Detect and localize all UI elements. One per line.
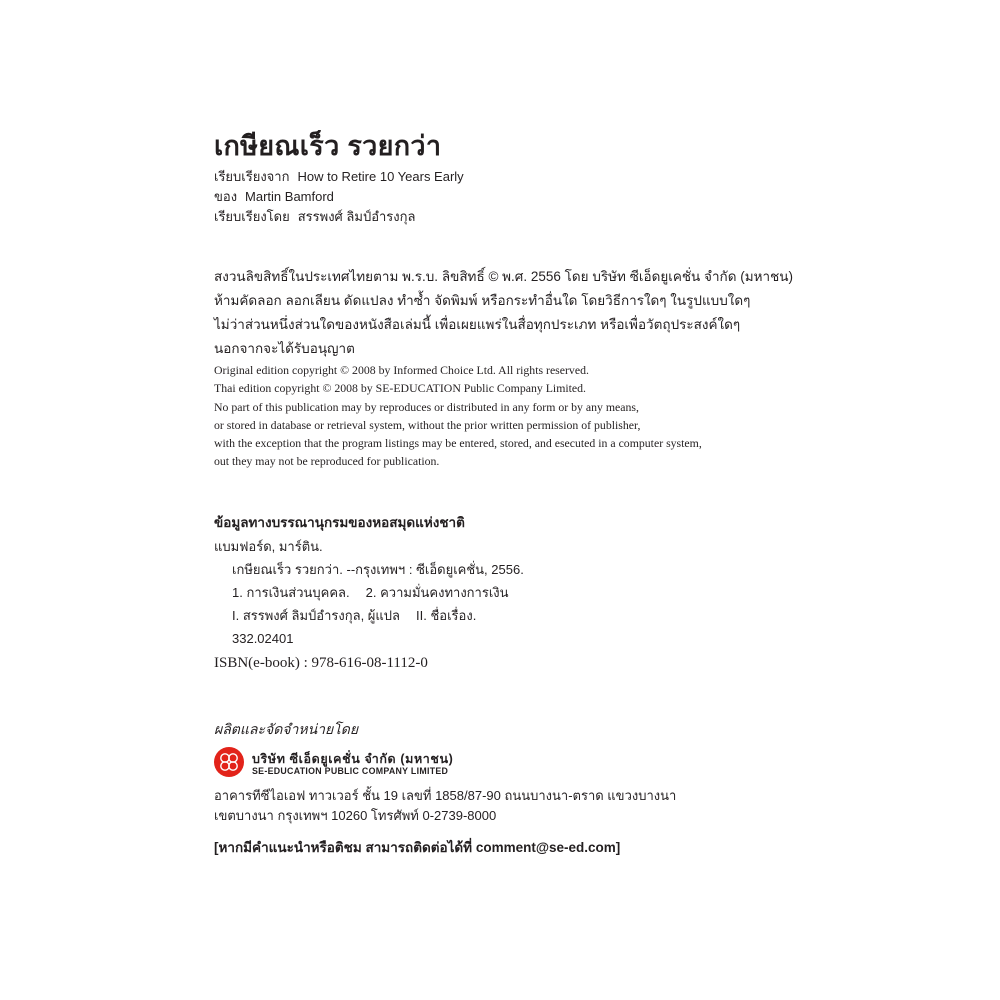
english-rights-line: or stored in database or retrieval system, without the prior written permission of publisher, xyxy=(214,417,641,432)
catalog-classification: 332.02401 xyxy=(232,631,294,646)
adapted-from-line xyxy=(214,167,464,186)
translator-label: เรียบเรียงโดย xyxy=(214,209,290,224)
publisher-name-thai: บริษัท ซีเอ็ดยูเคชั่น จำกัด (มหาชน) xyxy=(252,752,454,766)
original-title: How to Retire 10 Years Early xyxy=(297,169,464,184)
publisher-name-english: SE-EDUCATION PUBLIC COMPANY LIMITED xyxy=(252,766,449,776)
distributor-label: ผลิตและจัดจำหน่ายโดย xyxy=(214,721,359,737)
translator-name: สรรพงศ์ ลิมป์อำรงกุล xyxy=(297,209,416,224)
thai-rights-line: สงวนลิขสิทธิ์ในประเทศไทยตาม พ.ร.บ. ลิขสิทธิ์ © พ.ศ. 2556 โดย บริษัท ซีเอ็ดยูเคชั่น จำกัด (มหาชน) xyxy=(214,269,793,284)
publisher-address xyxy=(214,786,676,826)
contact-note: [หากมีคำแนะนำหรือติชม สามารถติดต่อได้ที่ comment@se-ed.com] xyxy=(214,840,621,855)
catalog-title: เกษียณเร็ว รวยกว่า. --กรุงเทพฯ : ซีเอ็ดยูเคชั่น, 2556. xyxy=(232,562,524,577)
adapted-from-label: เรียบเรียงจาก xyxy=(214,169,290,184)
thai-rights-line: นอกจากจะได้รับอนุญาต xyxy=(214,341,355,356)
catalog-entry xyxy=(214,535,524,650)
se-ed-logo-icon xyxy=(214,747,244,777)
author-name: Martin Bamford xyxy=(245,189,334,204)
catalog-subject: 1. การเงินส่วนบุคคล. xyxy=(232,585,350,600)
copyright-page xyxy=(214,0,994,1000)
isbn: ISBN(e-book) : 978-616-08-1112-0 xyxy=(214,655,428,671)
english-rights-line: No part of this publication may by reproduces or distributed in any form or by any means, xyxy=(214,399,639,414)
english-rights-line: with the exception that the program listings may be entered, stored, and esecuted in a computer system, xyxy=(214,436,702,451)
address-line: เขตบางนา กรุงเทพฯ 10260 โทรศัพท์ 0-2739-8000 xyxy=(214,808,497,823)
thai-copyright-notice xyxy=(214,265,793,361)
catalog-subjects xyxy=(214,581,524,604)
catalog-author: แบมฟอร์ด, มาร์ติน. xyxy=(214,539,323,554)
address-line: อาคารทีซีไอเอฟ ทาวเวอร์ ชั้น 19 เลขที่ 1858/87-90 ถนนบางนา-ตราด แขวงบางนา xyxy=(214,788,677,803)
english-rights-line: out they may not be reproduced for publication. xyxy=(214,454,440,469)
catalog-added-entry: II. ชื่อเรื่อง. xyxy=(416,608,477,623)
catalog-heading: ข้อมูลทางบรรณานุกรมของหอสมุดแห่งชาติ xyxy=(214,515,465,530)
translator-line xyxy=(214,207,415,226)
thai-rights-line: ไม่ว่าส่วนหนึ่งส่วนใดของหนังสือเล่มนี้ เพื่อเผยแพร่ในสื่อทุกประเภท หรือเพื่อวัตถุประสงค์ใดๆ xyxy=(214,317,741,332)
author-label: ของ xyxy=(214,189,238,204)
english-rights-line: Original edition copyright © 2008 by Informed Choice Ltd. All rights reserved. xyxy=(214,363,589,377)
book-title: เกษียณเร็ว รวยกว่า xyxy=(214,131,442,161)
catalog-added-entries xyxy=(214,604,524,627)
english-rights-line: Thai edition copyright © 2008 by SE-EDUCATION Public Company Limited. xyxy=(214,381,587,396)
thai-rights-line: ห้ามคัดลอก ลอกเลียน ดัดแปลง ทำซ้ำ จัดพิมพ์ หรือกระทำอื่นใด โดยวิธีการใดๆ ในรูปแบบใดๆ xyxy=(214,293,751,308)
catalog-added-entry: I. สรรพงศ์ ลิมป์อำรงกุล, ผู้แปล xyxy=(232,608,401,623)
catalog-subject: 2. ความมั่นคงทางการเงิน xyxy=(365,585,509,600)
english-copyright-notice xyxy=(214,361,702,471)
author-line xyxy=(214,187,334,206)
